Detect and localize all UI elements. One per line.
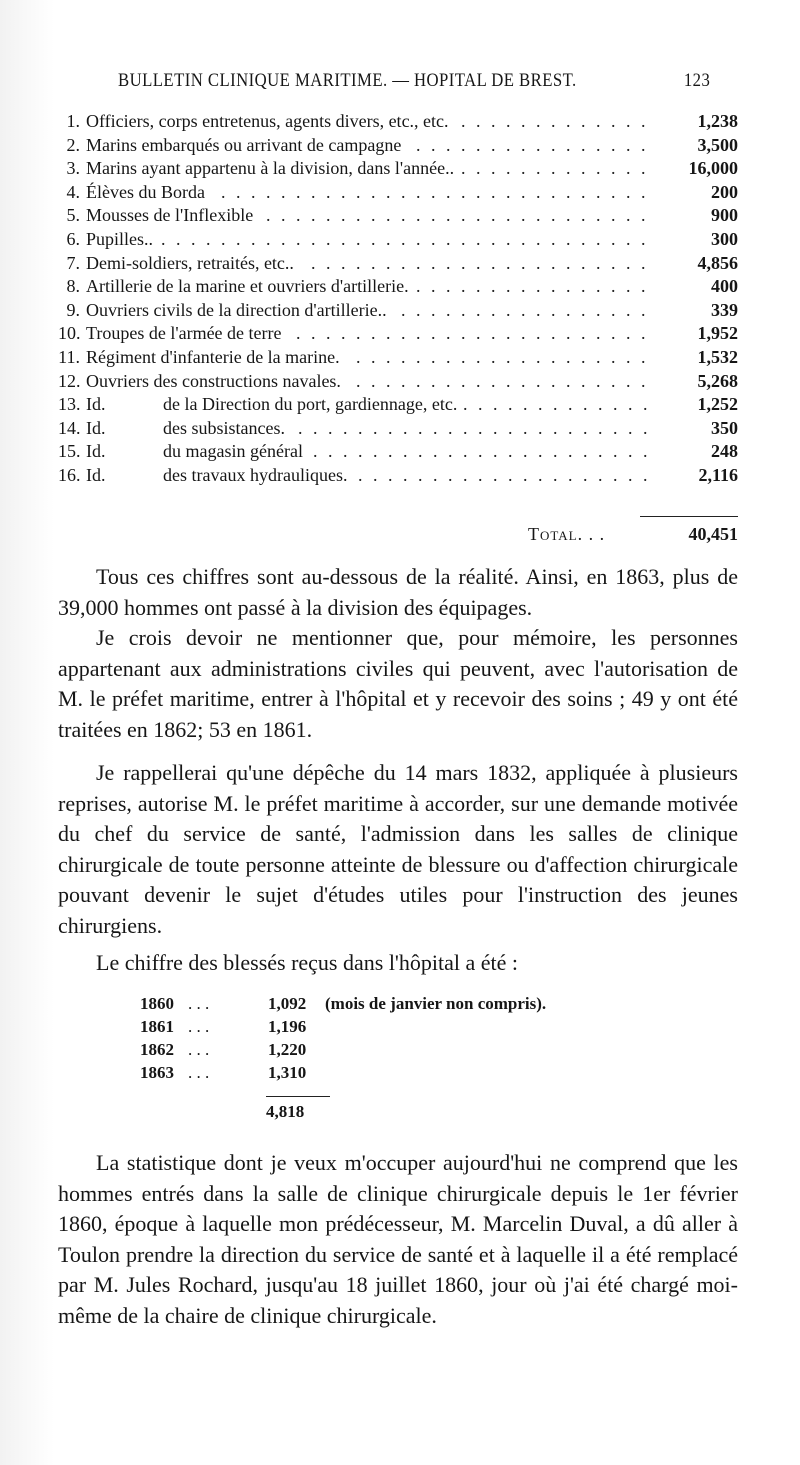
row-idem: Id. <box>86 441 106 462</box>
row-label <box>86 346 648 370</box>
paragraph-3 <box>58 758 738 941</box>
row-value: 2,116 <box>698 464 738 485</box>
row-number: 16. <box>58 464 81 485</box>
year-note: (mois de janvier non compris). <box>325 994 547 1013</box>
row-label <box>86 275 648 299</box>
row-value: 1,532 <box>697 346 738 367</box>
year-value: 1,310 <box>268 1063 307 1082</box>
row-value: 400 <box>711 276 738 297</box>
row-label-text: Ouvriers civils de la direction d'artillerie.. <box>86 300 393 320</box>
row-label <box>86 299 648 323</box>
table-row <box>58 299 738 323</box>
table-row <box>58 110 738 134</box>
row-label-text: Ouvriers des constructions navales. <box>86 371 347 391</box>
table-row <box>58 440 738 464</box>
row-value: 5,268 <box>697 370 738 391</box>
row-label-text: du magasin général <box>163 441 309 461</box>
row-value: 1,952 <box>697 323 738 344</box>
row-number: 13. <box>58 394 81 415</box>
total-row <box>520 522 738 546</box>
paragraph-1 <box>58 562 738 745</box>
row-number: 14. <box>58 417 81 438</box>
row-label-text: Régiment d'infanterie de la marine. <box>86 347 346 367</box>
row-number: 7. <box>66 252 80 273</box>
table-row <box>58 252 738 276</box>
row-value: 350 <box>711 417 738 438</box>
row-value: 200 <box>711 181 738 202</box>
row-value: 1,252 <box>697 394 738 415</box>
year-row <box>140 1038 700 1061</box>
row-label-text: Pupilles.. <box>86 229 159 249</box>
row-number: 12. <box>58 370 81 391</box>
year-value: 1,092 <box>268 994 307 1013</box>
table-row <box>58 204 738 228</box>
table-row <box>58 464 738 488</box>
row-label-text: Demi-soldiers, retraités, etc.. <box>86 253 300 273</box>
row-value: 300 <box>711 228 738 249</box>
table-row <box>58 275 738 299</box>
year-year: 1861 <box>140 1017 174 1036</box>
table-row <box>58 417 738 441</box>
row-label-text: de la Direction du port, gardiennage, etc. <box>163 394 463 414</box>
row-label <box>163 464 648 488</box>
row-label-text: Élèves du Borda <box>86 182 211 202</box>
row-number: 11. <box>58 346 80 367</box>
row-number: 2. <box>66 134 80 155</box>
row-number: 1. <box>66 111 80 131</box>
year-row <box>140 1015 700 1038</box>
row-label <box>86 370 648 394</box>
paragraph-1-text: Tous ces chiffres sont au-dessous de la réalité. Ainsi, en 1863, plus de 39,000 hommes ont passé à la division des équipages. <box>58 564 738 620</box>
paragraph-3-text: Je rappellerai qu'une dépêche du 14 mars 1832, appliquée à plusieurs reprises, autorise M. le préfet maritime à accorder, sur une demande motivée du chef du service de santé, l'admission dans les salles de clinique chirurgicale de toute personne atteinte de blessure ou d'affection chirurgicale pouvant devenir le sujet d'études utiles pour l'instruction des jeunes chirurgiens. <box>58 760 738 938</box>
row-idem: Id. <box>86 394 106 415</box>
year-row <box>140 992 700 1015</box>
row-value: 900 <box>711 205 738 226</box>
row-number: 15. <box>58 441 81 462</box>
row-label-text: Artillerie de la marine et ouvriers d'artillerie. <box>86 276 415 296</box>
row-number: 10. <box>58 323 81 344</box>
row-label <box>86 157 648 181</box>
year-value: 1,220 <box>268 1040 307 1059</box>
year-dots: . . . <box>188 1017 210 1036</box>
year-dots: . . . <box>188 994 210 1013</box>
table-row <box>58 228 738 252</box>
header-title: BULLETIN CLINIQUE MARITIME. — HOPITAL DE BREST. <box>118 70 577 91</box>
running-header <box>118 70 711 96</box>
row-label <box>86 110 648 134</box>
page-number: 123 <box>683 70 711 91</box>
statistics-table <box>58 110 738 488</box>
row-label <box>86 181 648 205</box>
year-dots: . . . <box>188 1040 210 1059</box>
total-rule <box>640 516 738 517</box>
table-row <box>58 370 738 394</box>
row-number: 4. <box>66 181 80 202</box>
wounded-by-year-list <box>140 992 700 1084</box>
paragraph-5 <box>58 1148 738 1331</box>
row-label <box>163 393 648 417</box>
paragraph-4 <box>58 948 738 978</box>
row-value: 4,856 <box>697 252 738 273</box>
row-value: 1,238 <box>697 111 738 131</box>
row-label-text: Marins embarqués ou arrivant de campagne <box>86 135 407 155</box>
row-label-text: Officiers, corps entretenus, agents divers, etc., etc. <box>86 111 455 131</box>
year-year: 1862 <box>140 1040 174 1059</box>
year-dots: . . . <box>188 1063 210 1082</box>
row-number: 9. <box>66 299 80 320</box>
row-label <box>163 417 648 441</box>
row-idem: Id. <box>86 417 106 438</box>
total-value: 40,451 <box>688 524 738 544</box>
row-value: 248 <box>711 441 738 462</box>
table-row <box>58 157 738 181</box>
row-label-text: Mousses de l'Inflexible <box>86 205 259 225</box>
table-row <box>58 134 738 158</box>
row-number: 5. <box>66 205 80 226</box>
row-label-text: des subsistances. <box>163 418 291 438</box>
row-number: 6. <box>66 228 80 249</box>
row-label-text: Troupes de l'armée de terre <box>86 323 288 343</box>
total-label: Total. . . <box>528 524 606 544</box>
year-year: 1860 <box>140 994 174 1013</box>
year-row <box>140 1061 700 1084</box>
row-label <box>86 252 648 276</box>
table-row <box>58 393 738 417</box>
row-label <box>86 228 648 252</box>
year-value: 1,196 <box>268 1017 307 1036</box>
table-row <box>58 181 738 205</box>
row-label <box>86 322 648 346</box>
page-gutter <box>0 0 54 1465</box>
table-row <box>58 322 738 346</box>
row-value: 339 <box>711 299 738 320</box>
row-value: 16,000 <box>688 158 738 179</box>
row-label-text: Marins ayant appartenu à la division, dans l'année.. <box>86 158 460 178</box>
paragraph-4-text: Le chiffre des blessés reçus dans l'hôpital a été : <box>96 950 519 975</box>
row-label-text: des travaux hydrauliques. <box>163 465 353 485</box>
years-total: 4,818 <box>266 1102 305 1121</box>
row-idem: Id. <box>86 464 106 485</box>
table-row <box>58 346 738 370</box>
year-year: 1863 <box>140 1063 174 1082</box>
row-value: 3,500 <box>697 134 738 155</box>
row-label <box>163 440 648 464</box>
row-label <box>86 204 648 228</box>
paragraph-5-text: La statistique dont je veux m'occuper aujourd'hui ne comprend que les hommes entrés dans la salle de clinique chirurgicale depuis le 1er février 1860, époque à laquelle mon prédécesseur, M. Marcelin Duval, a dû aller à Toulon prendre la direction du service de santé et à laquelle il a été remplacé par M. Jules Rochard, jusqu'au 18 juillet 1860, jour où j'ai été chargé moi-même de la chaire de clinique chirurgicale. <box>58 1150 738 1328</box>
years-sum-rule <box>266 1096 330 1097</box>
row-label <box>86 134 648 158</box>
row-number: 8. <box>66 276 80 297</box>
paragraph-2-text: Je crois devoir ne mentionner que, pour mémoire, les personnes appartenant aux administrations civiles qui peuvent, avec l'autorisation de M. le préfet maritime, entrer à l'hôpital et y recevoir des soins ; 49 y ont été traitées en 1862; 53 en 1861. <box>58 625 738 742</box>
row-number: 3. <box>66 158 80 179</box>
